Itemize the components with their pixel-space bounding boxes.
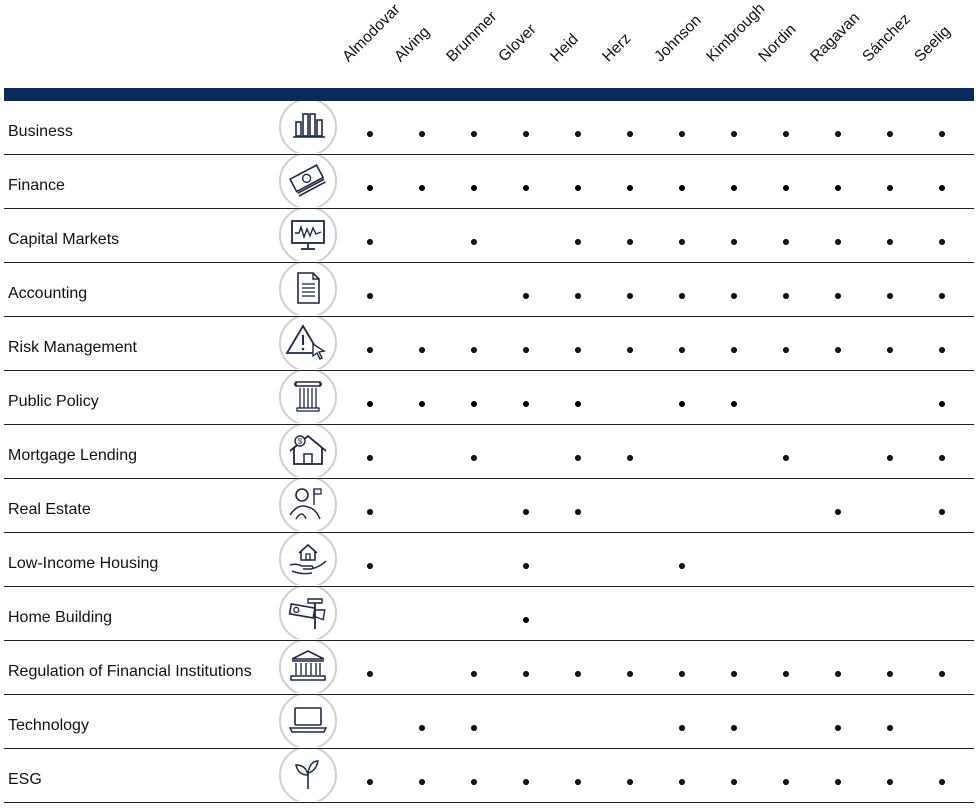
skill-dot — [523, 617, 529, 623]
skill-dot — [367, 671, 373, 677]
skill-dot — [835, 293, 841, 299]
skill-dot — [523, 563, 529, 569]
skill-label: Capital Markets — [8, 231, 120, 248]
skill-dot — [679, 185, 685, 191]
skill-dot — [835, 671, 841, 677]
skill-dot — [627, 671, 633, 677]
skill-label: Technology — [8, 717, 89, 734]
skill-dot — [471, 725, 477, 731]
skill-dot — [627, 455, 633, 461]
skill-dot — [627, 185, 633, 191]
skill-row-esg — [4, 749, 974, 803]
director-ragavan: Ragavan — [807, 9, 864, 66]
svg-text:$: $ — [297, 437, 303, 446]
director-herz: Herz — [599, 30, 635, 66]
skill-row-real-estate — [4, 479, 974, 533]
skill-dot — [419, 779, 425, 785]
skill-dot — [523, 131, 529, 137]
skill-dot — [367, 347, 373, 353]
skill-dot — [939, 671, 945, 677]
skill-dot — [835, 779, 841, 785]
director-almodovar: Almodovar — [339, 0, 404, 66]
skill-row-regulation-of-financial-institutions — [4, 641, 974, 695]
skill-dot — [471, 185, 477, 191]
money-stack-icon — [278, 155, 338, 207]
document-icon — [278, 263, 338, 315]
skill-dot — [471, 455, 477, 461]
skill-dot — [367, 293, 373, 299]
skills-matrix — [0, 101, 979, 803]
director-brummer: Brummer — [443, 8, 501, 66]
skill-dot — [731, 779, 737, 785]
skill-row-capital-markets — [4, 209, 974, 263]
skill-label: Business — [8, 123, 73, 140]
director-seelig: Seelig — [911, 22, 954, 66]
skill-dot — [367, 779, 373, 785]
skill-dot — [471, 131, 477, 137]
skill-dot — [367, 509, 373, 515]
skill-dot — [367, 563, 373, 569]
skill-dot — [783, 131, 789, 137]
skill-label: Home Building — [8, 609, 113, 626]
header-bar — [4, 88, 974, 101]
skill-dot — [731, 239, 737, 245]
skill-dot — [783, 779, 789, 785]
person-flag-icon — [278, 479, 338, 531]
skill-dot — [835, 347, 841, 353]
skill-dot — [367, 455, 373, 461]
skill-dot — [575, 509, 581, 515]
skill-dot — [783, 239, 789, 245]
skill-dot — [367, 131, 373, 137]
skill-dot — [419, 401, 425, 407]
skill-dot — [419, 725, 425, 731]
skill-dot — [887, 239, 893, 245]
skill-row-accounting — [4, 263, 974, 317]
skill-dot — [887, 131, 893, 137]
skill-dot — [679, 347, 685, 353]
skill-dot — [627, 779, 633, 785]
skill-dot — [887, 347, 893, 353]
skill-dot — [575, 293, 581, 299]
skill-label: Public Policy — [8, 393, 99, 410]
skill-dot — [939, 455, 945, 461]
skill-label: Low-Income Housing — [8, 555, 159, 572]
skill-dot — [731, 725, 737, 731]
skill-dot — [939, 131, 945, 137]
skill-dot — [627, 131, 633, 137]
skill-dot — [887, 455, 893, 461]
skill-dot — [523, 185, 529, 191]
director-nordin: Nordin — [755, 20, 800, 66]
skill-dot — [679, 401, 685, 407]
house-hand-icon — [278, 533, 338, 585]
skill-dot — [627, 293, 633, 299]
skill-dot — [731, 401, 737, 407]
director-glover: Glover — [495, 20, 540, 66]
bank-icon — [278, 641, 338, 693]
skill-dot — [679, 131, 685, 137]
skill-dot — [783, 455, 789, 461]
skill-dot — [835, 131, 841, 137]
skill-row-home-building — [4, 587, 974, 641]
skill-dot — [887, 293, 893, 299]
skill-label: Finance — [8, 177, 65, 194]
skill-dot — [471, 239, 477, 245]
skill-row-technology — [4, 695, 974, 749]
skill-dot — [939, 185, 945, 191]
skill-dot — [939, 239, 945, 245]
plant-icon — [278, 749, 338, 801]
laptop-icon — [278, 695, 338, 747]
skill-dot — [523, 671, 529, 677]
skill-dot — [679, 725, 685, 731]
skill-dot — [523, 779, 529, 785]
director-alving: Alving — [391, 23, 434, 66]
skill-dot — [939, 293, 945, 299]
skill-dot — [887, 671, 893, 677]
stock-monitor-icon — [278, 209, 338, 261]
bar-chart-icon — [278, 101, 338, 153]
skill-dot — [731, 131, 737, 137]
skill-dot — [471, 401, 477, 407]
warning-cursor-icon — [278, 317, 338, 369]
skill-dot — [523, 347, 529, 353]
skill-dot — [783, 671, 789, 677]
skill-dot — [523, 401, 529, 407]
skill-dot — [731, 293, 737, 299]
director-header — [0, 0, 979, 88]
skill-dot — [783, 293, 789, 299]
skill-dot — [471, 671, 477, 677]
skill-label: Mortgage Lending — [8, 447, 137, 464]
director-heid: Heid — [547, 30, 582, 66]
skill-dot — [523, 509, 529, 515]
skill-dot — [731, 347, 737, 353]
skill-dot — [887, 185, 893, 191]
skill-dot — [939, 509, 945, 515]
skill-label: ESG — [8, 771, 42, 788]
skill-dot — [523, 293, 529, 299]
skill-dot — [367, 401, 373, 407]
skill-row-risk-management — [4, 317, 974, 371]
skill-row-mortgage-lending — [4, 425, 974, 479]
skill-row-low-income-housing — [4, 533, 974, 587]
skill-dot — [887, 779, 893, 785]
skill-dot — [731, 185, 737, 191]
skill-dot — [835, 509, 841, 515]
skill-dot — [575, 455, 581, 461]
skill-dot — [783, 347, 789, 353]
skill-dot — [419, 131, 425, 137]
skill-row-public-policy — [4, 371, 974, 425]
skill-dot — [627, 347, 633, 353]
skill-dot — [575, 779, 581, 785]
skill-dot — [679, 293, 685, 299]
hammer-saw-icon — [278, 587, 338, 639]
skill-dot — [471, 779, 477, 785]
skill-dot — [679, 779, 685, 785]
skill-dot — [367, 239, 373, 245]
skill-dot — [575, 671, 581, 677]
skill-dot — [887, 725, 893, 731]
skill-label: Regulation of Financial Institutions — [8, 663, 252, 680]
skill-dot — [679, 671, 685, 677]
director-snchez: Sánchez — [859, 10, 914, 66]
skill-dot — [679, 239, 685, 245]
skill-row-business — [4, 101, 974, 155]
skill-dot — [835, 185, 841, 191]
skill-dot — [835, 725, 841, 731]
skill-dot — [627, 239, 633, 245]
skill-dot — [679, 563, 685, 569]
skill-dot — [939, 779, 945, 785]
skill-label: Risk Management — [8, 339, 137, 356]
house-dollar-icon — [278, 425, 338, 477]
skill-dot — [575, 401, 581, 407]
skill-dot — [575, 347, 581, 353]
skill-dot — [835, 239, 841, 245]
skill-dot — [367, 185, 373, 191]
skill-dot — [731, 671, 737, 677]
skill-dot — [471, 347, 477, 353]
skill-dot — [575, 185, 581, 191]
skill-dot — [939, 347, 945, 353]
skill-dot — [575, 239, 581, 245]
skill-dot — [419, 185, 425, 191]
skill-dot — [939, 401, 945, 407]
director-kimbrough: Kimbrough — [703, 0, 769, 66]
column-icon — [278, 371, 338, 423]
director-johnson: Johnson — [651, 11, 705, 66]
skill-dot — [575, 131, 581, 137]
skill-dot — [783, 185, 789, 191]
skill-row-finance — [4, 155, 974, 209]
skill-label: Accounting — [8, 285, 88, 302]
skill-dot — [419, 347, 425, 353]
skill-label: Real Estate — [8, 501, 91, 518]
